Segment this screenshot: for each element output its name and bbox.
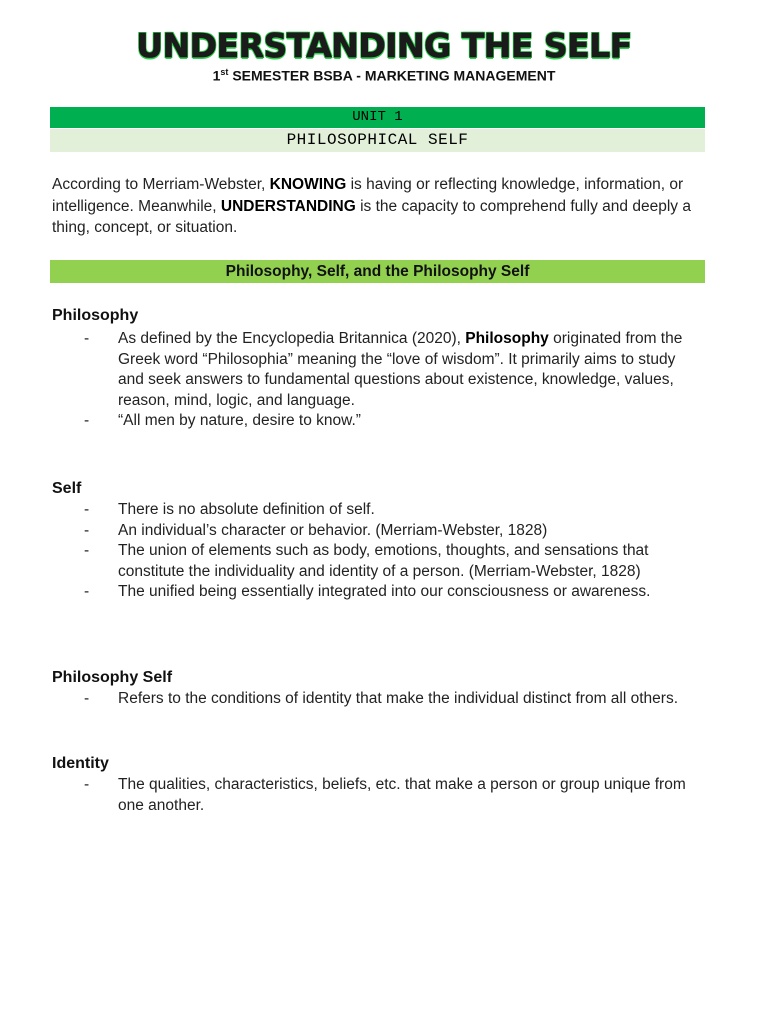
list-item [52,329,702,411]
item-text: Refers to the conditions of identity that make the individual distinct from all others. [118,690,679,707]
item-text: An individual’s character or behavior. (Merriam-Webster, 1828) [118,521,548,539]
heading-identity: Identity [52,755,109,772]
subtitle-number: 1 [212,67,221,84]
subtitle-superscript: st [220,67,229,77]
list-item [52,775,702,816]
item-text: The union of elements such as body, emotions, thoughts, and sensations that constitute the individuality and identity of a person. (Merriam-Webster, 1828) [118,542,649,580]
dash-marker: - [84,521,90,539]
intro-paragraph [52,174,712,239]
document-title: UNDERSTANDING THE SELF [136,26,632,65]
list-item [52,582,702,603]
intro-text-2: is having or reflecting knowledge, information, or intelligence. Meanwhile, [52,176,684,215]
philosophy-self-list [52,689,702,710]
item-bold: Philosophy [465,330,549,347]
section-title-bar: Philosophy, Self, and the Philosophy Self [50,260,705,283]
item-text: There is no absolute definition of self. [118,501,375,518]
dash-marker: - [84,776,90,793]
dash-marker: - [84,690,90,707]
list-item [52,689,702,710]
item-text: “All men by nature, desire to know.” [118,412,361,430]
unit-label-bar: UNIT 1 [50,107,705,128]
unit-title-bar: PHILOSOPHICAL SELF [50,129,705,152]
list-item [52,521,702,542]
intro-text-3: is the capacity to comprehend fully and deeply a thing, concept, or situation. [52,197,691,236]
subtitle-text: SEMESTER BSBA - MARKETING MANAGEMENT [228,67,556,84]
self-list [52,500,702,603]
list-item [52,500,702,521]
dash-marker: - [84,583,90,601]
item-text: The unified being essentially integrated into our consciousness or awareness. [118,583,651,601]
item-text: As defined by the Encyclopedia Britannica (2020), [118,330,466,347]
heading-philosophy-self: Philosophy Self [52,669,173,686]
list-item [52,411,702,432]
dash-marker: - [84,501,90,518]
heading-philosophy: Philosophy [52,307,139,324]
item-text: originated from the Greek word “Philosophia” meaning the “love of wisdom”. It primarily aims to study and seek answers to fundamental questions about existence, knowledge, values, reason, mind, logic, and language. [118,330,683,409]
document-subtitle [0,67,768,84]
philosophy-list [52,329,702,432]
intro-bold-understanding: UNDERSTANDING [220,197,356,215]
intro-text-1: According to Merriam-Webster, [52,176,270,193]
identity-list [52,775,702,816]
intro-bold-knowing: KNOWING [269,176,347,193]
heading-self: Self [52,480,82,497]
list-item [52,541,702,582]
item-text: The qualities, characteristics, beliefs, etc. that make a person or group unique from one another. [118,776,686,814]
dash-marker: - [84,330,90,347]
dash-marker: - [84,412,90,430]
dash-marker: - [84,542,90,560]
